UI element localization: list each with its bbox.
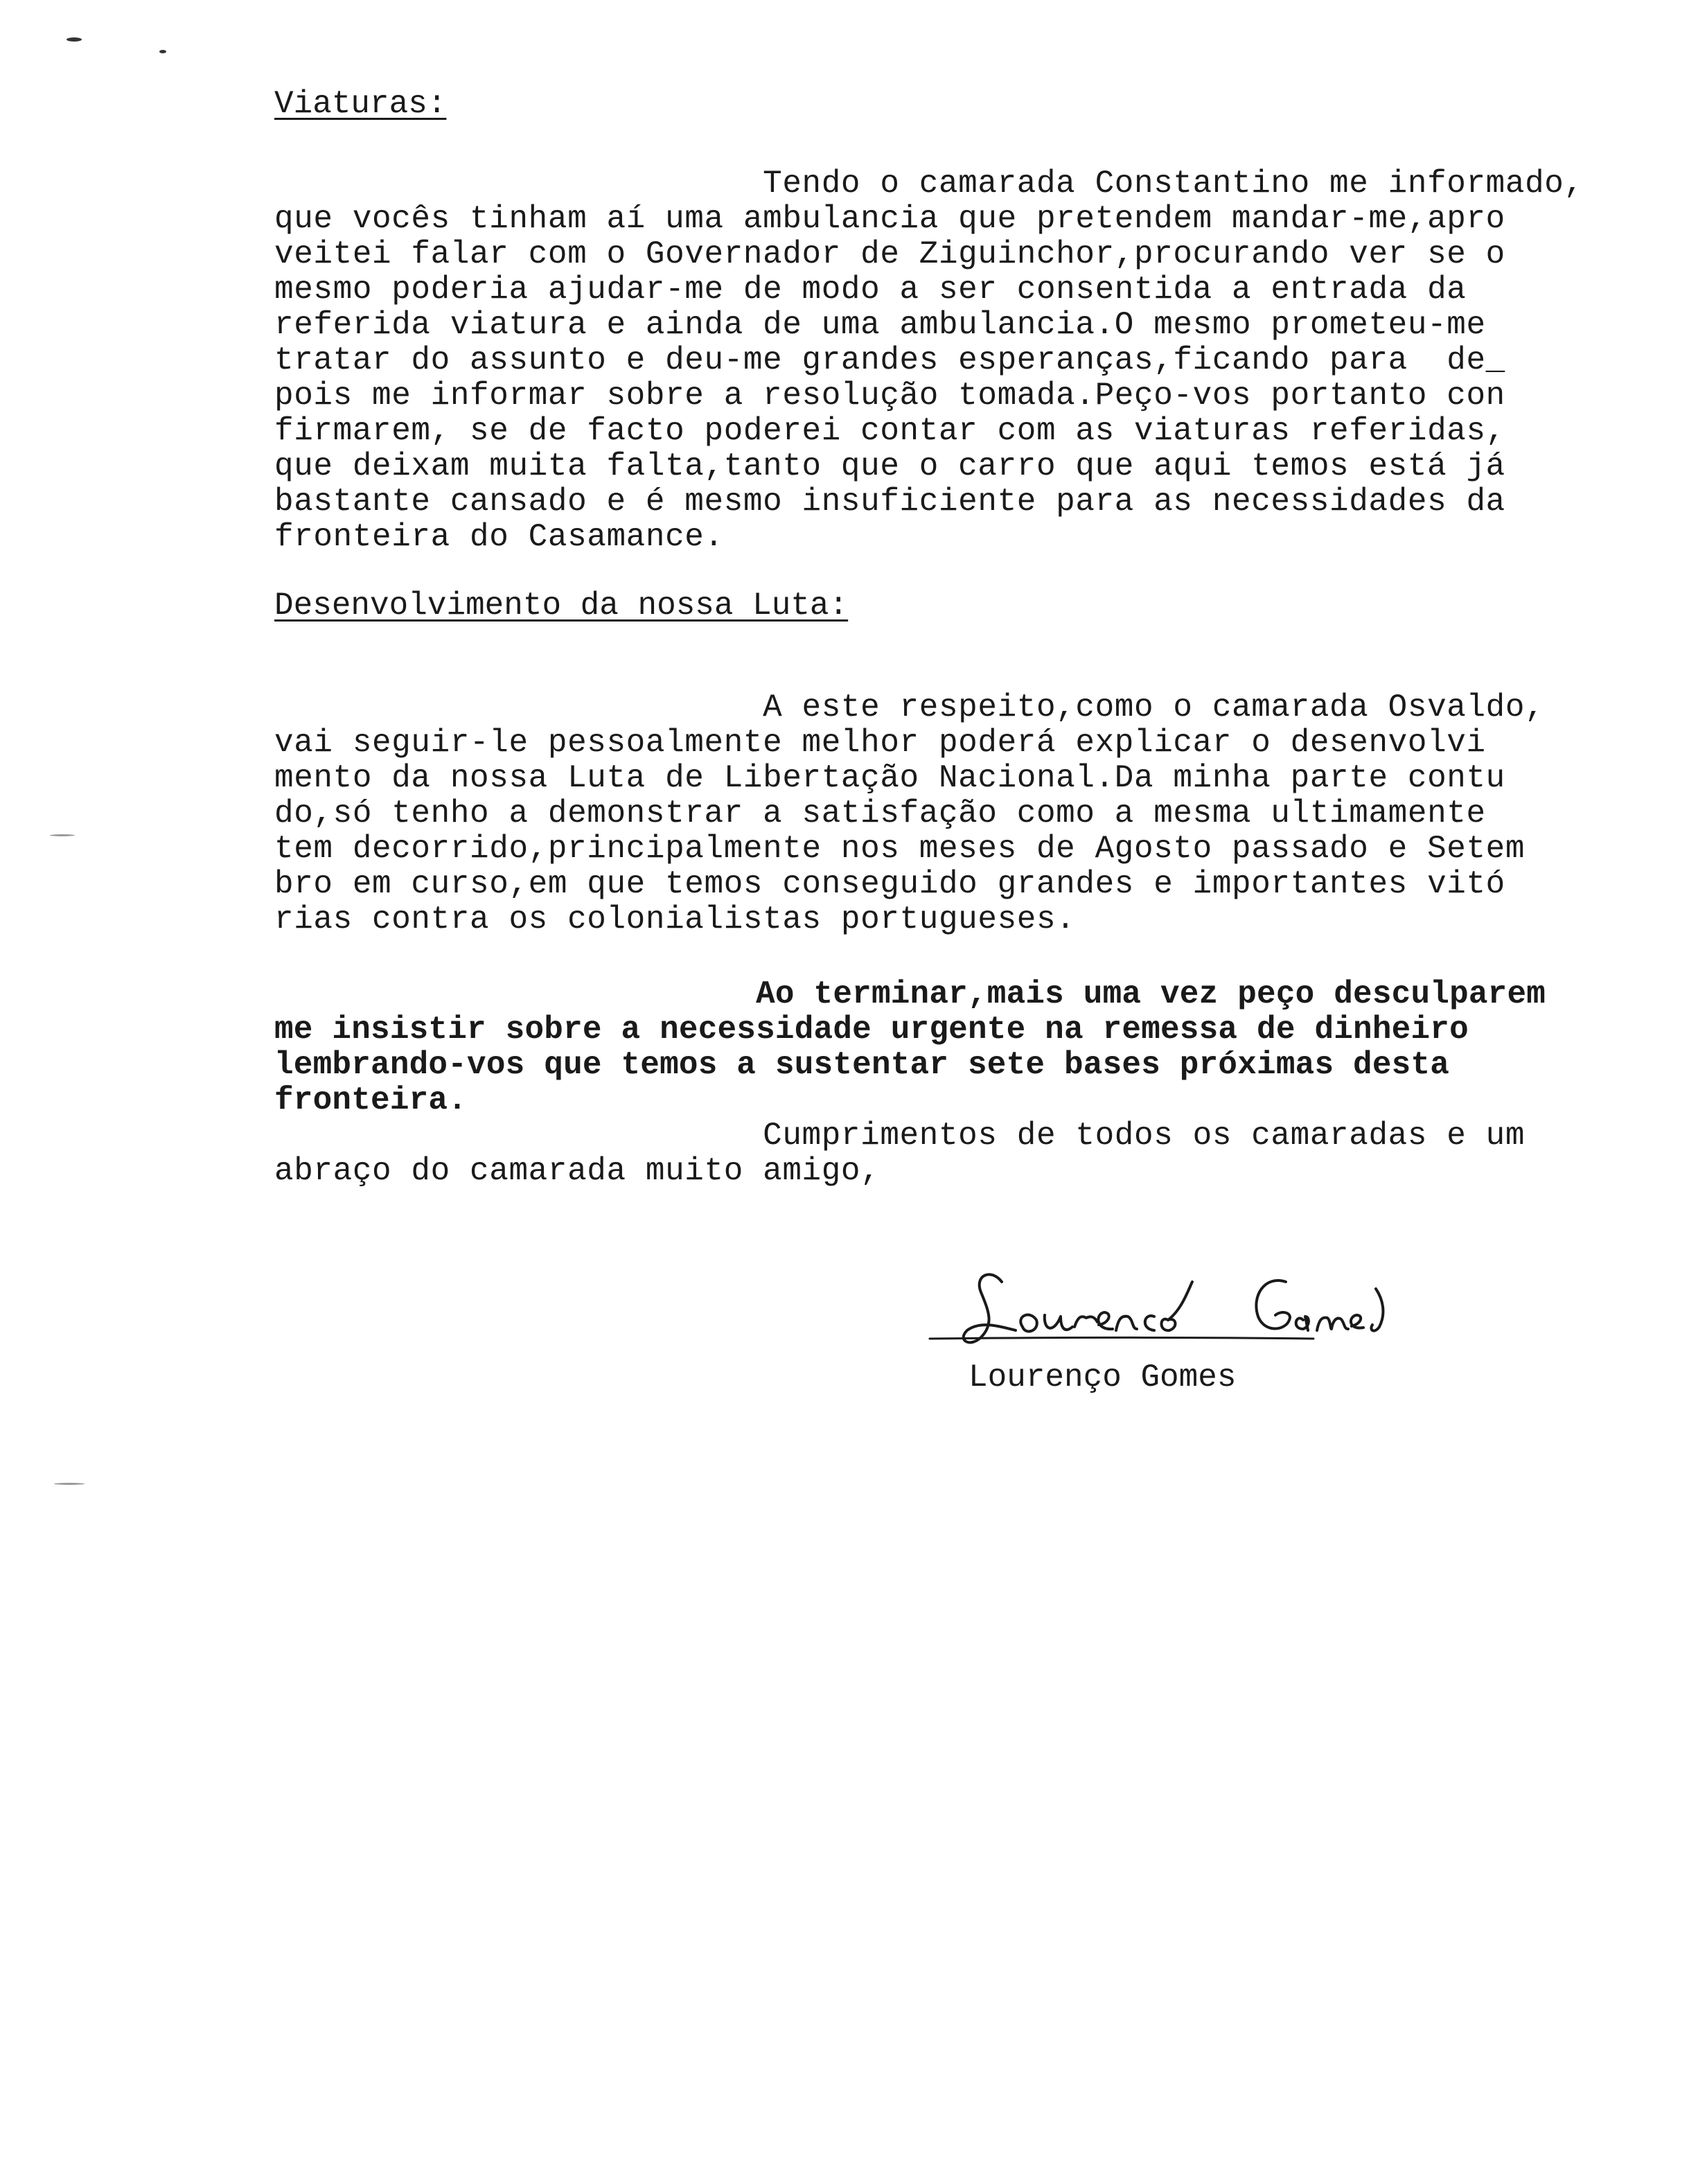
signature-block (926, 1261, 1480, 1414)
typed-signature-name: Lourenço Gomes (969, 1359, 1237, 1395)
section-heading-viaturas: Viaturas: (274, 86, 447, 122)
scan-speck (159, 50, 166, 53)
greeting-paragraph: Cumprimentos de todos os camaradas e um abraço do camarada muito amigo, (274, 1118, 1525, 1189)
handwritten-signature (926, 1261, 1480, 1358)
scan-speck (67, 37, 82, 42)
paragraph-viaturas: Tendo o camarada Constantino me informado, que vocês tinham aí uma ambulancia que pretendem mandar-me,apro veitei falar com o Governador de Ziguinchor,procurando ver se o mesmo poderia ajudar-me de modo a ser consentida a entrada da referida viatura e ainda de uma ambulancia.O mesmo prometeu-me tratar do assunto e deu-me grandes esperanças,ficando para de_ pois me informar sobre a resolução tomada.Peço-vos portanto con firmarem, se de facto poderei contar com as viaturas referidas, que deixam muita falta,tanto que o carro que aqui temos está já bastante cansado e é mesmo insuficiente para as necessidades da fronteira do Casamance. (274, 166, 1584, 555)
scan-speck (54, 1483, 85, 1485)
paragraph-desenvolvimento: A este respeito,como o camarada Osvaldo, vai seguir-le pessoalmente melhor poderá explicar o desenvolvi mento da nossa Luta de Libertação Nacional.Da minha parte contu do,só tenho a demonstrar a satisfação como a mesma ultimamente tem decorrido,principalmente nos meses de Agosto passado e Setem bro em curso,em que temos conseguido grandes e importantes vitó rias contra os colonialistas portugueses. (274, 689, 1545, 937)
closing-paragraph: Ao terminar,mais uma vez peço desculparem me insistir sobre a necessidade urgente na remessa de dinheiro lembrando-vos que temos a sustentar sete bases próximas desta fronteira. (274, 976, 1546, 1118)
scan-speck (50, 834, 75, 836)
section-heading-desenvolvimento: Desenvolvimento da nossa Luta: (274, 588, 849, 624)
